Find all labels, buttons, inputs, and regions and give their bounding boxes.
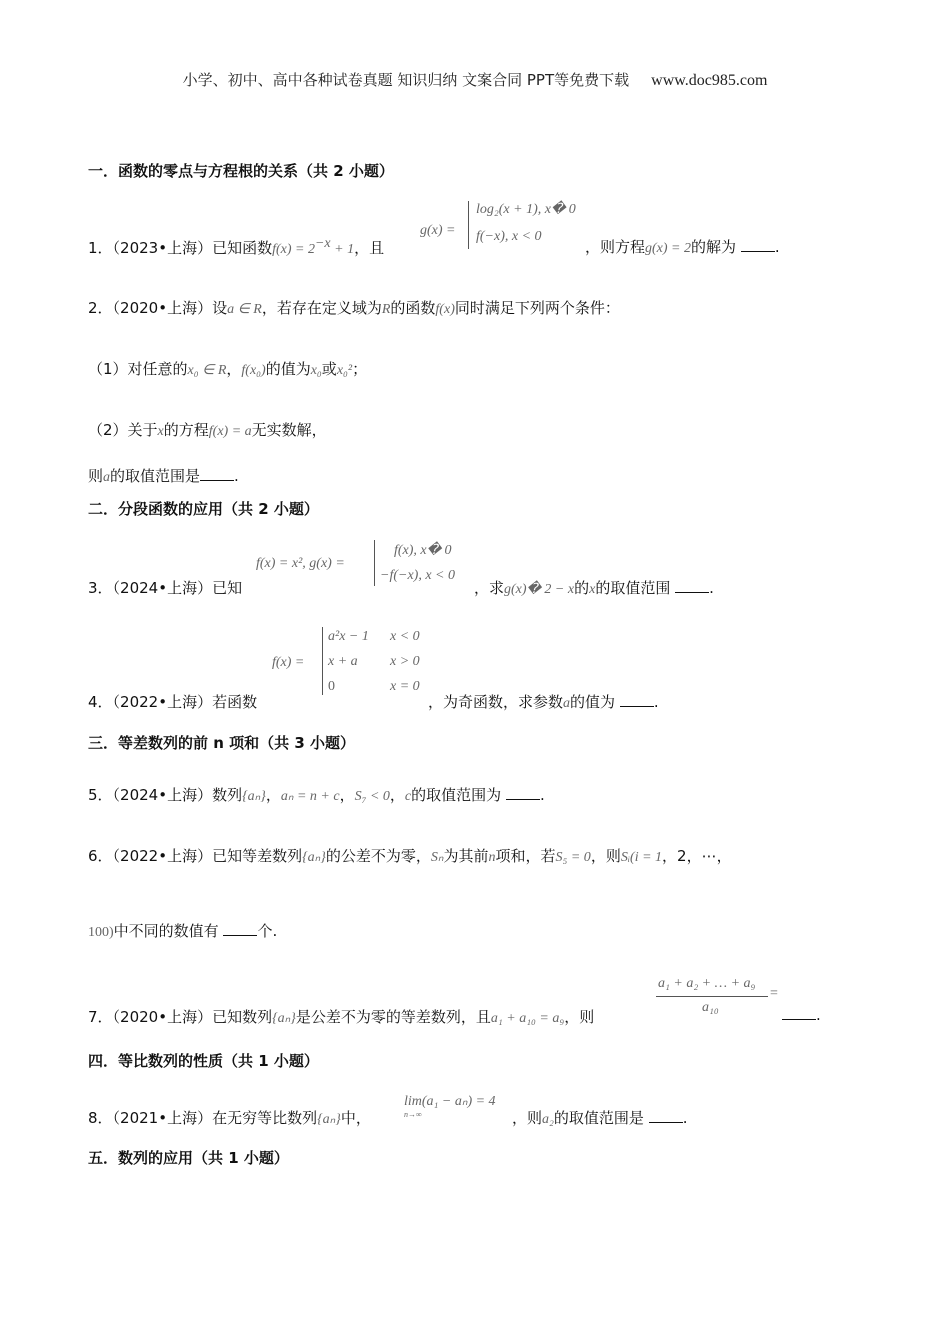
q4-row2-expr: x + a — [328, 654, 358, 669]
question-6-line2: 100)中不同的数值有 个. — [88, 922, 278, 940]
question-6: 6．（2022•上海）已知等差数列{aₙ}的公差不为零，Sₙ为其前n项和，若S₅ = 0，则Sᵢ(i = 1，2，⋯， — [88, 847, 732, 865]
q5-answer-blank[interactable] — [506, 787, 540, 800]
q8-answer-blank[interactable] — [649, 1110, 683, 1123]
section-title-3: 三．等差数列的前 n 项和（共 3 小题） — [88, 734, 356, 752]
q4-f-label: f(x) = — [272, 655, 305, 670]
page-header — [0, 69, 950, 90]
question-3-tail: ，求g(x)� 2 − x的x的取值范围 . — [474, 579, 714, 597]
q1-case2: f(−x), x < 0 — [476, 229, 542, 244]
q8-limit: lim(a₁ − aₙ) = 4 — [404, 1094, 496, 1109]
question-7: 7．（2020•上海）已知数列{aₙ}是公差不为零的等差数列，且a₁ + a₁₀ = a₉，则 — [88, 1008, 595, 1026]
q6-answer-blank[interactable] — [223, 923, 257, 936]
question-7-tail: . — [782, 1006, 821, 1024]
q4-row3-cond: x = 0 — [390, 679, 420, 694]
question-4: 4．（2022•上海）若函数 — [88, 693, 258, 711]
section-title-1: 一．函数的零点与方程根的关系（共 2 小题） — [88, 162, 394, 180]
q2-condition-2: （2）关于x的方程f(x) = a无实数解， — [88, 421, 327, 439]
q2-question: 则a的取值范围是 . — [88, 467, 239, 485]
q1-answer-blank[interactable] — [741, 239, 775, 252]
q3-def: f(x) = x², g(x) = — [256, 556, 345, 571]
q7-answer-blank[interactable] — [782, 1007, 816, 1020]
question-8: 8．（2021•上海）在无穷等比数列{aₙ}中， — [88, 1109, 371, 1127]
q2-condition-1: （1）对任意的x₀ ∈ R，f(x₀)的值为x₀或x₀²； — [88, 360, 368, 378]
q7-fraction-bar — [656, 996, 768, 997]
q3-brace — [374, 540, 375, 586]
question-5: 5．（2024•上海）数列{aₙ}，aₙ = n + c，S₇ < 0，c的取值范围为 . — [88, 786, 545, 804]
q3-case1: f(x), x� 0 — [394, 543, 452, 558]
q7-numerator: a₁ + a₂ + … + a₉ — [658, 976, 756, 991]
question-8-tail: ，则a₂的取值范围是 . — [512, 1109, 688, 1127]
question-1-tail: ，则方程g(x) = 2的解为 . — [585, 238, 780, 256]
q1-g-label: g(x) = — [420, 223, 456, 238]
q3-case2: −f(−x), x < 0 — [380, 568, 455, 583]
header-site[interactable]: www.doc985.com — [651, 72, 768, 89]
section-title-4: 四．等比数列的性质（共 1 小题） — [88, 1052, 319, 1070]
q7-equals: = — [770, 986, 778, 1001]
section-title-5: 五．数列的应用（共 1 小题） — [88, 1149, 289, 1167]
q8-limit-sub: n→∞ — [404, 1110, 422, 1119]
q4-brace — [322, 627, 323, 695]
question-2: 2．（2020•上海）设a ∈ R，若存在定义域为R的函数f(x)同时满足下列两个条件： — [88, 299, 620, 317]
q4-answer-blank[interactable] — [620, 694, 654, 707]
q3-answer-blank[interactable] — [675, 580, 709, 593]
header-text: 小学、初中、高中各种试卷真题 知识归纳 文案合同 PPT等免费下载 — [182, 71, 630, 89]
q2-answer-blank[interactable] — [200, 468, 234, 481]
q4-row1-expr: a²x − 1 — [328, 629, 369, 644]
q1-case1: log₂(x + 1), x� 0 — [476, 202, 576, 217]
q4-row2-cond: x > 0 — [390, 654, 420, 669]
q4-row1-cond: x < 0 — [390, 629, 420, 644]
q7-denominator: a₁₀ — [702, 1000, 719, 1015]
question-4-tail: ，为奇函数，求参数a的值为 . — [428, 693, 659, 711]
q1-brace — [468, 201, 469, 249]
section-title-2: 二．分段函数的应用（共 2 小题） — [88, 500, 319, 518]
question-1: 1．（2023•上海）已知函数$f(x) = 2^{-x} + 1$，且 — [88, 236, 385, 257]
q4-row3-expr: 0 — [328, 679, 335, 694]
question-3: 3．（2024•上海）已知 — [88, 579, 243, 597]
